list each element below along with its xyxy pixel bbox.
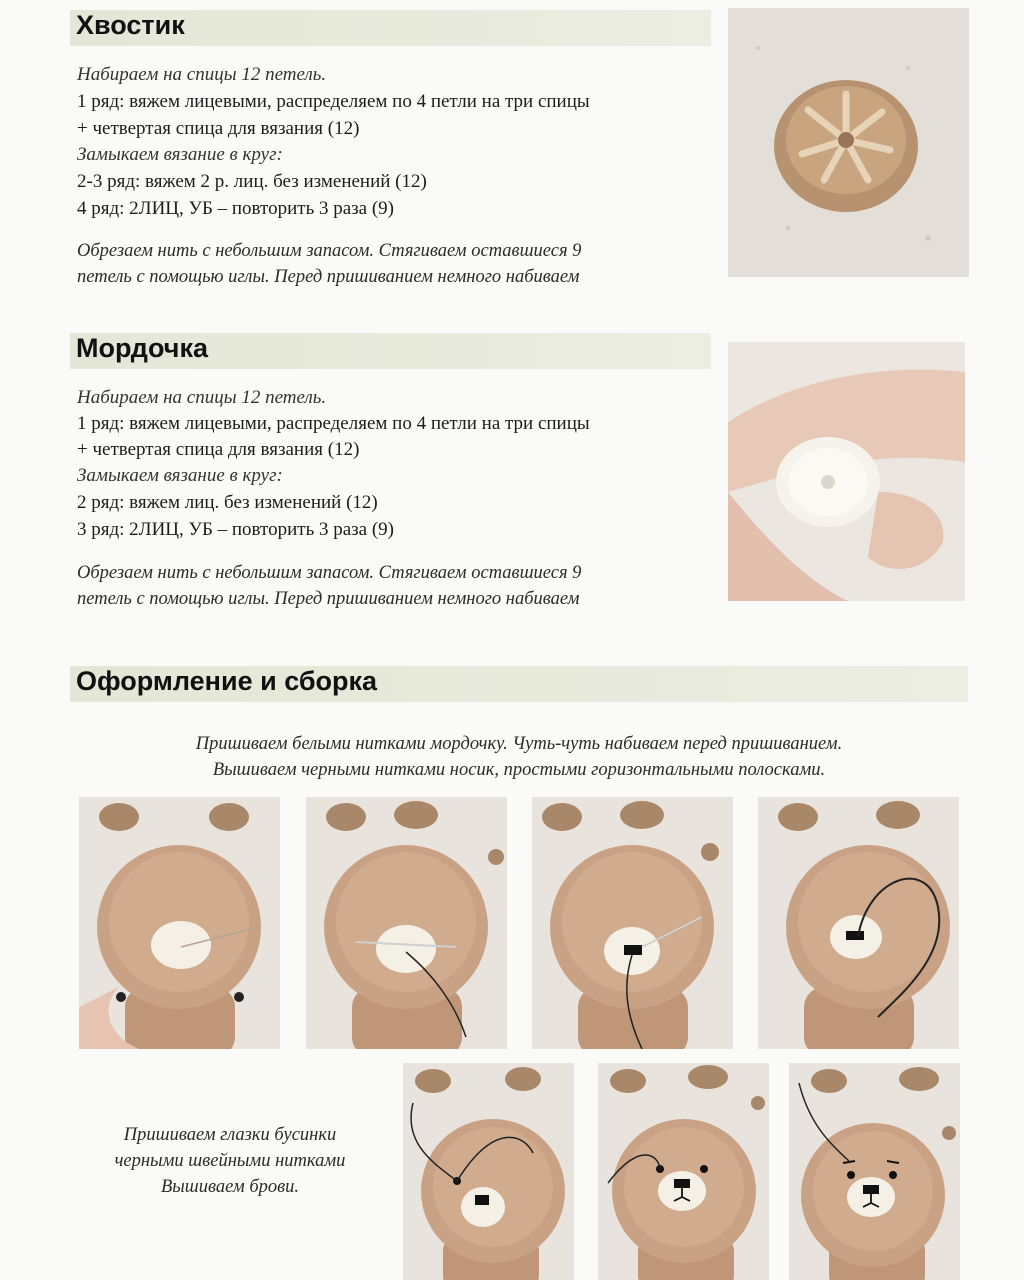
tail-line-5: 2-3 ряд: вяжем 2 р. лиц. без изменений (12) <box>77 171 427 192</box>
step-photo-4 <box>758 797 959 1049</box>
muzzle-line-6: 3 ряд: 2ЛИЦ, УБ – повторить 3 раза (9) <box>77 519 395 540</box>
eyes-note-2: черными швейными нитками <box>114 1151 346 1171</box>
tail-title: Хвостик <box>76 10 185 40</box>
muzzle-line-1: Набираем на спицы 12 петель. <box>77 387 327 408</box>
tail-line-6: 4 ряд: 2ЛИЦ, УБ – повторить 3 раза (9) <box>77 198 395 219</box>
step-photo-7 <box>789 1063 960 1280</box>
muzzle-note-1: Обрезаем нить с небольшим запасом. Стягиваем оставшиеся 9 <box>77 563 582 583</box>
muzzle-line-3: + четвертая спица для вязания (12) <box>77 439 360 460</box>
eyes-note-3: Вышиваем брови. <box>160 1177 300 1197</box>
muzzle-photo <box>728 342 965 601</box>
assembly-intro-2: Вышиваем черными нитками носик, простыми горизонтальными полосками. <box>212 760 826 780</box>
tail-line-2: 1 ряд: вяжем лицевыми, распределяем по 4 петли на три спицы <box>77 91 590 112</box>
tail-note-1: Обрезаем нить с небольшим запасом. Стягиваем оставшиеся 9 <box>77 241 582 261</box>
tail-line-3: + четвертая спица для вязания (12) <box>77 118 360 139</box>
step-photo-1 <box>79 797 280 1049</box>
eyes-note-1: Пришиваем глазки бусинки <box>123 1125 337 1145</box>
tail-line-4: Замыкаем вязание в круг: <box>77 144 283 165</box>
step-photo-6 <box>598 1063 769 1280</box>
muzzle-note-2: петель с помощью иглы. Перед пришиванием немного набиваем <box>77 589 580 609</box>
step-photo-2 <box>306 797 507 1049</box>
tail-photo <box>728 8 969 277</box>
muzzle-title: Мордочка <box>76 333 208 363</box>
muzzle-line-2: 1 ряд: вяжем лицевыми, распределяем по 4 петли на три спицы <box>77 413 590 434</box>
tail-line-1: Набираем на спицы 12 петель. <box>77 64 327 85</box>
assembly-intro-1: Пришиваем белыми нитками мордочку. Чуть-чуть набиваем перед пришиванием. <box>195 734 843 754</box>
assembly-title: Оформление и сборка <box>76 666 378 696</box>
step-photo-5 <box>403 1063 574 1280</box>
step-photo-3 <box>532 797 733 1049</box>
muzzle-line-5: 2 ряд: вяжем лиц. без изменений (12) <box>77 492 378 513</box>
tail-note-2: петель с помощью иглы. Перед пришиванием немного набиваем <box>77 267 580 287</box>
muzzle-line-4: Замыкаем вязание в круг: <box>77 465 283 486</box>
